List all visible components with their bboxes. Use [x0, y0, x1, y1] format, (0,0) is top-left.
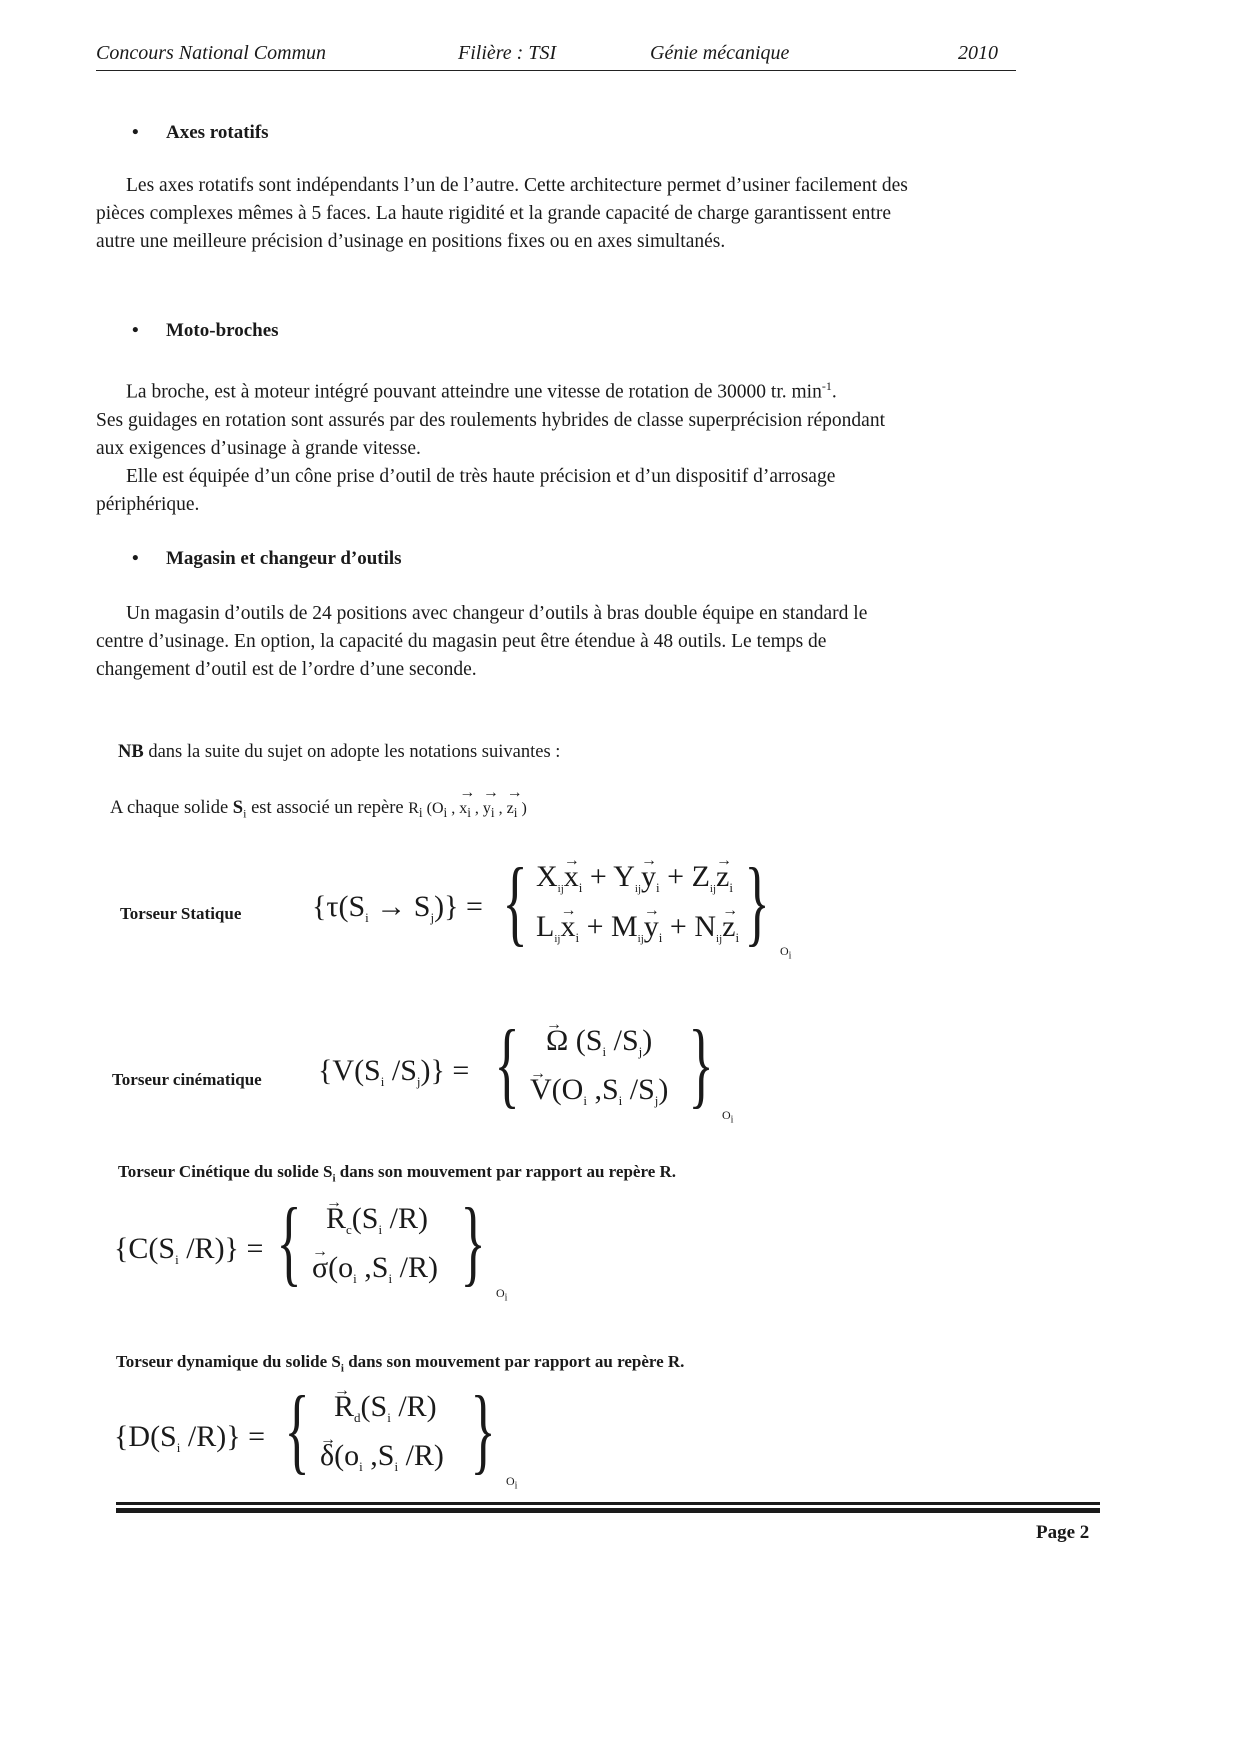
header-exam-name: Concours National Commun	[96, 42, 327, 64]
bullet-icon: •	[132, 122, 139, 143]
repere-notation: $R_i$ ($O_i$ , → $x_i$ , → $y_i$ , → $z_i$ )	[408, 800, 527, 817]
bullet-icon: •	[132, 548, 139, 569]
label-torseur-cinetique: Torseur Cinétique du solide $S_i$ dans son mouvement par rapport au repère R.	[118, 1162, 677, 1185]
section-body-axes-rotatifs: Les axes rotatifs sont indépendants l’un de l’autre. Cette architecture permet d’usiner facilement des pièces complexes mêmes à 5 faces. La haute rigidité et la grande capacité de charge garantissent entre autre une meilleure précision d’usinage en positions fixes ou en axes simultanés.	[96, 175, 908, 252]
section-heading-magasin: • Magasin et changeur d’outils	[132, 548, 402, 569]
section-body-moto-broches: La broche, est à moteur intégré pouvant atteindre une vitesse de rotation de 30000 tr. $\min^{-1}$. Ses guidages en rotation sont assurés par des roulements hybrides de classe superprécision répondant aux exigences d’usinage à grande vitesse. Elle est équipée d’un cône prise d’outil de très haute précision et d’un dispositif d’arrosage périphérique.	[96, 379, 886, 515]
label-torseur-cinematique: Torseur cinématique	[112, 1070, 262, 1089]
nb-line: NB dans la suite du sujet on adopte les notations suivantes :	[118, 742, 561, 762]
header-rule	[96, 70, 1016, 71]
label-torseur-dynamique: Torseur dynamique du solide $S_i$ dans son mouvement par rapport au repère R.	[116, 1352, 685, 1375]
label-torseur-statique: Torseur Statique	[120, 904, 242, 923]
page-number: Page 2	[1036, 1522, 1090, 1543]
header-year: 2010	[958, 42, 998, 64]
header-filiere: Filière : TSI	[458, 42, 557, 64]
footer-rule-thick	[116, 1508, 1100, 1513]
header-subject: Génie mécanique	[650, 42, 790, 64]
section-heading-axes-rotatifs: • Axes rotatifs	[132, 122, 269, 143]
repere-line: A chaque solide $S_i$ est associé un repère $R_i$ ($O_i$ , → $x_i$ , → $y_i$ , → $z_i$ )	[110, 798, 527, 822]
section-heading-moto-broches: • Moto-broches	[132, 320, 279, 341]
section-body-magasin: Un magasin d’outils de 24 positions avec changeur d’outils à bras double équipe en standard le centre d’usinage. En option, la capacité du magasin peut être étendue à 48 outils. Le temps de changement d’outil est de l’ordre d’une seconde.	[96, 603, 868, 680]
footer-rule	[116, 1502, 1100, 1505]
bullet-icon: •	[132, 320, 139, 341]
